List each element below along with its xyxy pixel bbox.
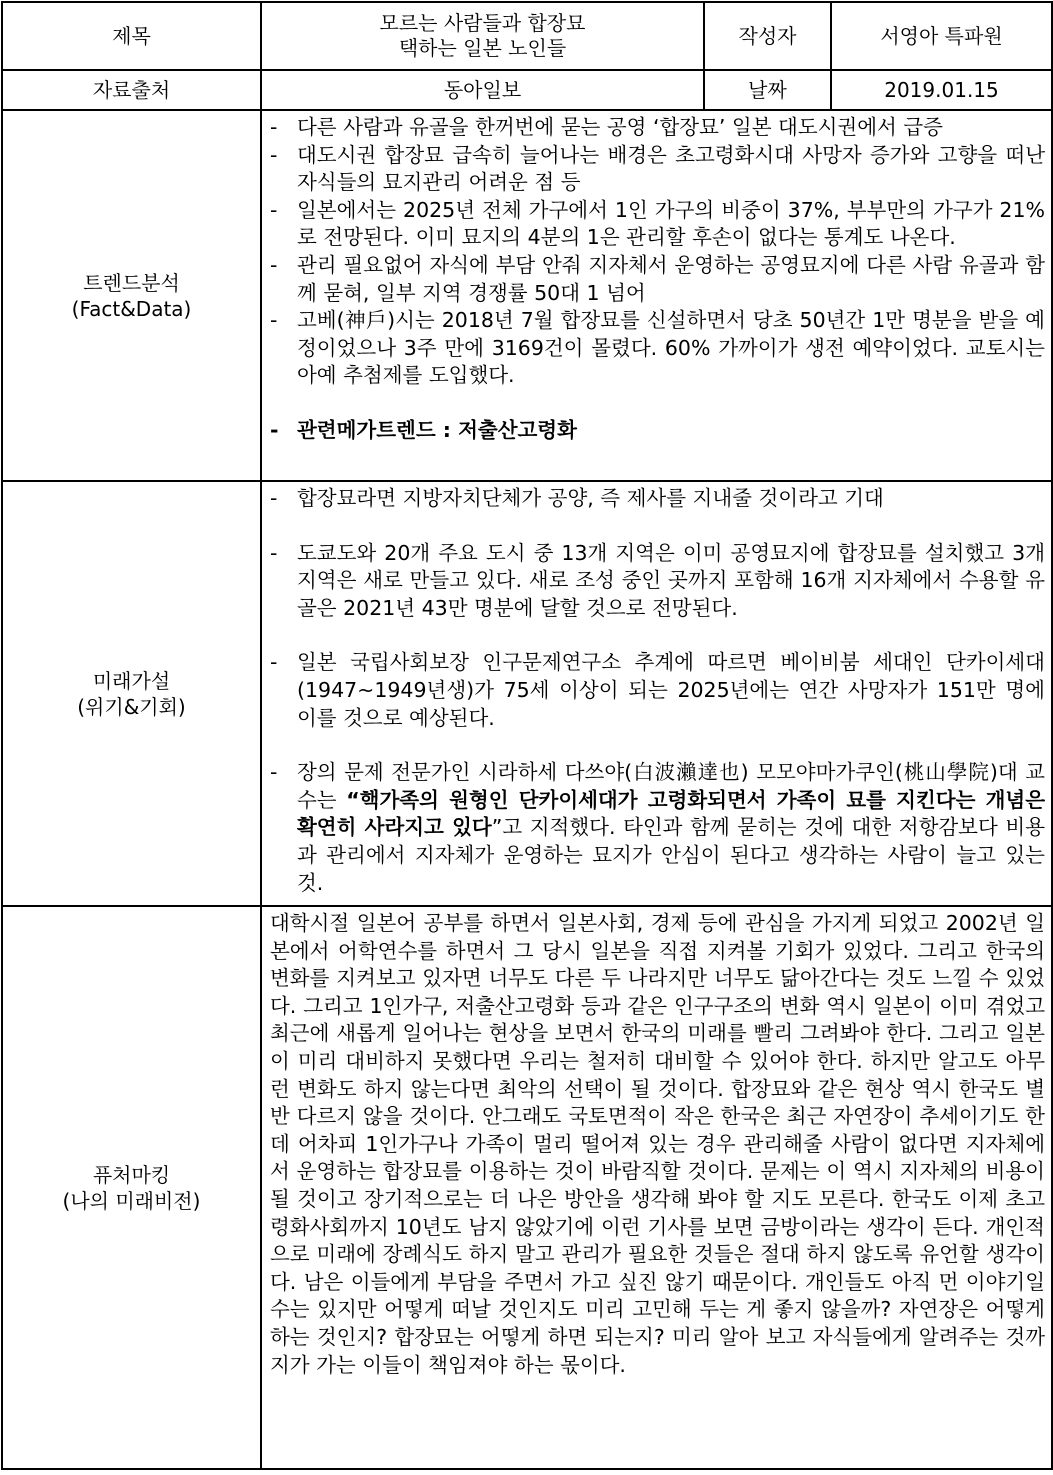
futuremarking-text: 대학시절 일본어 공부를 하면서 일본사회, 경제 등에 관심을 가지게 되었고 2002년 일본에서 어학연수를 하면서 그 당시 일본을 직접 지켜볼 기회가 있었다. 그리고 한국의 변화를 지켜보고 있자면 너무도 다른 두 나라지만 너무도 닮아간다는 것도 느낄 수 있었다. 그리고 1인가구, 저출산고령화 등과 같은 인구구조의 변화 역시 일본이 이미 겪었고 최근에 새롭게 일어나는 현상을 보면서 한국의 미래를 빨리 그려봐야 한다. 그리고 일본이 미리 대비하지 못했다면 우리는 철저히 대비할 수 있어야 한다. 하지만 알고도 아무런 변화도 하지 않는다면 최악의 선택이 될 것이다. 합장묘와 같은 현상 역시 한국도 별반 다르지 않을 것이다. 안그래도 국토면적이 작은 한국은 최근 자연장이 추세이기도 한데 어차피 1인가구나 가족이 멀리 떨어져 있는 경우 관리해줄 사람이 없다면 지자체에서 운영하는 합장묘를 이용하는 것이 바람직할 것이다. 문제는 이 역시 지자체의 비용이 될 것이고 장기적으로는 더 나은 방안을 생각해 봐야 할 지도 모른다. 한국도 이제 초고령화사회까지 10년도 남지 않았기에 이런 기사를 보면 금방이라는 생각이 든다. 개인적으로 미래에 장례식도 하지 말고 관리가 필요한 것들은 절대 하지 않도록 유언할 생각이다. 남은 이들에게 부담을 주면서 가고 싶진 않기 때문이다. 개인들도 아직 먼 이야기일 수는 있지만 어떻게 떠날 것인지도 미리 고민해 두는 게 좋지 않을까? 자연장은 어떻게 하는 것인지? 합장묘는 어떻게 하면 되는지? 미리 알아 보고 자식들에게 알려주는 것까지가 가는 이들이 책임져야 하는 몫이다. bbox=[270, 911, 1045, 1377]
author-value: 서영아 특파원 bbox=[880, 23, 1003, 48]
hypothesis-item: - 도쿄도와 20개 주요 도시 중 13개 지역은 이미 공영묘지에 합장묘를 설치했고 3개 지역은 새로 만들고 있다. 새로 조성 중인 곳까지 포함해 16개 지자체에서 수용할 유골은 2021년 43만 명분에 달할 것으로 전망된다. bbox=[270, 540, 1045, 623]
futuremarking-row bbox=[2, 906, 1052, 1469]
trend-label-cell bbox=[2, 110, 261, 481]
hypothesis-item: - 일본 국립사회보장 인구문제연구소 추계에 따르면 베이비붐 세대인 단카이세대(1947~1949년생)가 75세 이상이 되는 2025년에는 연간 사망자가 151만 명에 이를 것으로 예상된다. bbox=[270, 649, 1045, 732]
author-label-cell bbox=[704, 2, 831, 70]
hypothesis-content-cell bbox=[261, 481, 1052, 906]
trend-item: - 대도시권 합장묘 급속히 늘어나는 배경은 초고령화시대 사망자 증가와 고향을 떠난 자식들의 묘지관리 어려운 점 등 bbox=[270, 142, 1045, 197]
date-label-cell bbox=[704, 70, 831, 110]
trend-list bbox=[270, 114, 1045, 445]
title-line-2: 택하는 일본 노인들 bbox=[398, 36, 567, 60]
quote-bold: “핵가족의 원형인 단카이세대가 고령화되면서 가족이 묘를 지킨다는 개념은 확연히 사라지고 있다 bbox=[297, 787, 1046, 840]
hypothesis-item-quote bbox=[270, 759, 1045, 897]
trend-item: - 일본에서는 2025년 전체 가구에서 1인 가구의 비중이 37%, 부부만의 가구가 21%로 전망된다. 이미 묘지의 4분의 1은 관리할 후손이 없다는 통계도 나온다. bbox=[270, 197, 1045, 252]
quote-intro: 장의 문제 전문가인 시라하세 다쓰야(白波瀨達也) 모모야마가쿠인(桃山學院)대 교수는 bbox=[297, 760, 1045, 812]
date-value-cell bbox=[831, 70, 1052, 110]
futuremarking-label-sub: (나의 미래비전) bbox=[62, 1188, 201, 1213]
trend-content-cell bbox=[261, 110, 1052, 481]
hypothesis-label-cell bbox=[2, 481, 261, 906]
title-value-cell bbox=[261, 2, 704, 70]
hypothesis-label: 미래가설 bbox=[92, 668, 171, 693]
source-value: 동아일보 bbox=[443, 77, 522, 102]
title-label-cell bbox=[2, 2, 261, 70]
source-value-cell bbox=[261, 70, 704, 110]
title-line-1: 모르는 사람들과 합장묘 bbox=[379, 11, 586, 35]
futuremarking-label-cell bbox=[2, 906, 261, 1469]
source-label-cell bbox=[2, 70, 261, 110]
trend-row bbox=[2, 110, 1052, 481]
trend-item: - 고베(神戶)시는 2018년 7월 합장묘를 신설하면서 당초 50년간 1만 명분을 받을 예정이었으나 3주 만에 3169건이 몰렸다. 60% 가까이가 생전 예약이었다. 교토시는 아예 추첨제를 도입했다. bbox=[270, 307, 1045, 390]
quote-outro: ”고 지적했다. 타인과 함께 묻히는 것에 대한 저항감보다 비용과 관리에서 지자체가 운영하는 묘지가 안심이 된다고 생각하는 사람이 늘고 있는 것. bbox=[297, 815, 1045, 895]
trend-item: - 다른 사람과 유골을 한꺼번에 묻는 공영 ‘합장묘’ 일본 대도시권에서 급증 bbox=[270, 114, 1045, 142]
author-value-cell bbox=[831, 2, 1052, 70]
hypothesis-item: - 합장묘라면 지방자치단체가 공양, 즉 제사를 지내줄 것이라고 기대 bbox=[270, 485, 1045, 513]
source-row bbox=[2, 70, 1052, 110]
source-label: 자료출처 bbox=[92, 77, 171, 102]
hypothesis-list bbox=[270, 485, 1045, 897]
trend-label-sub: (Fact&Data) bbox=[71, 296, 192, 321]
hypothesis-row bbox=[2, 481, 1052, 906]
title-row bbox=[2, 2, 1052, 70]
report-table bbox=[1, 1, 1053, 1470]
trend-label: 트렌드분석 bbox=[83, 270, 180, 295]
date-value: 2019.01.15 bbox=[884, 77, 999, 102]
futuremarking-content-cell bbox=[261, 906, 1052, 1469]
trend-item: - 관리 필요없어 자식에 부담 안줘 지자체서 운영하는 공영묘지에 다른 사람 유골과 함께 묻혀, 일부 지역 경쟁률 50대 1 넘어 bbox=[270, 252, 1045, 307]
title-label: 제목 bbox=[112, 23, 151, 48]
date-label: 날짜 bbox=[748, 77, 787, 102]
hypothesis-label-sub: (위기&기회) bbox=[77, 694, 186, 719]
author-label: 작성자 bbox=[738, 23, 797, 48]
megatrend-item: - 관련메가트렌드 : 저출산고령화 bbox=[270, 417, 1045, 445]
futuremarking-label: 퓨처마킹 bbox=[92, 1162, 171, 1187]
